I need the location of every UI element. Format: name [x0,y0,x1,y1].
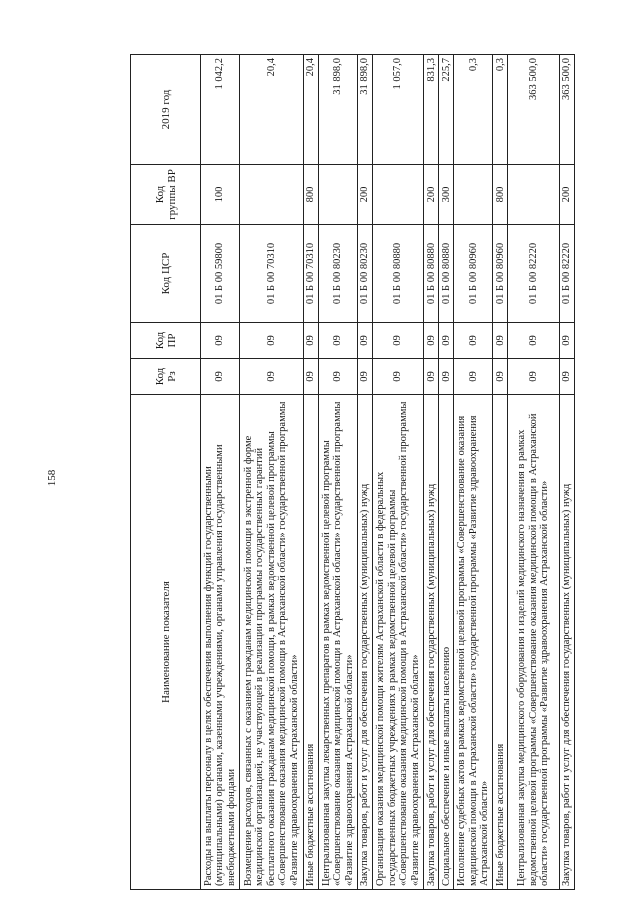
header-csr: Код ЦСР [131,225,201,323]
cell-pr: 09 [372,323,423,359]
cell-pr: 09 [424,323,439,359]
cell-vr: 800 [493,165,508,225]
cell-sum: 0,3 [493,55,508,165]
cell-vr [454,165,493,225]
cell-sum: 20,4 [303,55,318,165]
table-row [508,55,559,890]
cell-sum: 20,4 [240,55,304,165]
cell-csr: 01 Б 00 80960 [493,225,508,323]
cell-csr: 01 Б 00 82220 [508,225,559,323]
cell-name: Иные бюджетные ассигнования [303,395,318,890]
cell-pr: 09 [318,323,357,359]
table-row [454,55,493,890]
header-rz: Код Рз [131,359,201,395]
cell-csr: 01 Б 00 80230 [318,225,357,323]
cell-csr: 01 Б 00 70310 [303,225,318,323]
cell-csr: 01 Б 00 80230 [357,225,372,323]
cell-rz: 09 [508,359,559,395]
cell-rz: 09 [454,359,493,395]
cell-csr: 01 Б 00 80880 [372,225,423,323]
cell-rz: 09 [372,359,423,395]
cell-name: Возмещение расходов, связанных с оказанием гражданам медицинской помощи в экстренной форме медицинской организацией, не участвующей в реализации программы государственных гарантий бесплатного оказания гражданам медицинской помощи, в рамках ведомственной целевой программы «Совершенствование оказания медицинской помощи в Астраханской области» государственной программы «Развитие здравоохранения Астраханской области» [240,395,304,890]
cell-name: Закупка товаров, работ и услуг для обеспечения государственных (муниципальных) нужд [559,395,574,890]
cell-name: Закупка товаров, работ и услуг для обеспечения государственных (муниципальных) нужд [357,395,372,890]
cell-sum: 31 898,0 [357,55,372,165]
cell-name: Исполнение судебных актов в рамках ведомственной целевой программы «Совершенствование оказания медицинской помощи в Астраханской области» государственной программы «Развитие здравоохранения Астраханской области» [454,395,493,890]
cell-rz: 09 [357,359,372,395]
cell-csr: 01 Б 00 80880 [424,225,439,323]
cell-rz: 09 [493,359,508,395]
cell-rz: 09 [318,359,357,395]
cell-vr [240,165,304,225]
cell-csr: 01 Б 00 80960 [454,225,493,323]
table-row [303,55,318,890]
table-row [357,55,372,890]
cell-csr: 01 Б 00 59800 [201,225,240,323]
cell-sum: 0,3 [454,55,493,165]
cell-name: Централизованная закупка медицинского оборудования и изделий медицинского назначения в рамках ведомственной целевой программы «Совершенствование оказания медицинской помощи в Астраханской области» государственной программы «Развитие здравоохранения Астраханской области» [508,395,559,890]
cell-pr: 09 [493,323,508,359]
cell-name: Расходы на выплаты персоналу в целях обеспечения выполнения функций государственными (муниципальными) органами, казенными учреждениями, органами управления государственными внебюджетными фондами [201,395,240,890]
table-row [318,55,357,890]
cell-name: Иные бюджетные ассигнования [493,395,508,890]
cell-rz: 09 [303,359,318,395]
cell-vr: 800 [303,165,318,225]
cell-sum: 363 500,0 [508,55,559,165]
cell-rz: 09 [240,359,304,395]
cell-csr: 01 Б 00 80880 [439,225,454,323]
cell-pr: 09 [303,323,318,359]
table-row [424,55,439,890]
table-row [372,55,423,890]
table-row [240,55,304,890]
cell-name: Централизованная закупка лекарственных препаратов в рамках ведомственной целевой программы «Совершенствование оказания медицинской помощи в Астраханской области» государственной программы «Развитие здравоохранения Астраханской области» [318,395,357,890]
cell-vr [508,165,559,225]
table-body [201,55,575,890]
rotated-table-wrapper [130,55,575,890]
cell-vr: 100 [201,165,240,225]
cell-vr [318,165,357,225]
cell-vr: 300 [439,165,454,225]
cell-pr: 09 [201,323,240,359]
cell-sum: 831,3 [424,55,439,165]
table-row [559,55,574,890]
cell-sum: 1 042,2 [201,55,240,165]
cell-csr: 01 Б 00 82220 [559,225,574,323]
header-sum: 2019 год [131,55,201,165]
cell-pr: 09 [357,323,372,359]
cell-pr: 09 [240,323,304,359]
cell-rz: 09 [439,359,454,395]
table-row [493,55,508,890]
cell-pr: 09 [439,323,454,359]
header-name: Наименование показателя [131,395,201,890]
cell-rz: 09 [559,359,574,395]
cell-rz: 09 [201,359,240,395]
cell-pr: 09 [508,323,559,359]
cell-pr: 09 [559,323,574,359]
cell-vr: 200 [424,165,439,225]
table-header-row [131,55,201,890]
header-pr: Код ПР [131,323,201,359]
cell-pr: 09 [454,323,493,359]
budget-table [130,54,575,890]
cell-sum: 225,7 [439,55,454,165]
cell-sum: 31 898,0 [318,55,357,165]
cell-vr: 200 [559,165,574,225]
cell-vr [372,165,423,225]
cell-name: Закупка товаров, работ и услуг для обеспечения государственных (муниципальных) нужд [424,395,439,890]
cell-name: Организация оказания медицинской помощи жителям Астраханской области в федеральных государственных бюджетных учреждениях в рамках ведомственной целевой программы «Совершенствование оказания медицинской помощи в Астраханской области» государственной программы «Развитие здравоохранения Астраханской области» [372,395,423,890]
cell-name: Социальное обеспечение и иные выплаты населению [439,395,454,890]
table-row [439,55,454,890]
table-row [201,55,240,890]
header-vr: Код группы ВР [131,165,201,225]
cell-sum: 1 057,0 [372,55,423,165]
cell-vr: 200 [357,165,372,225]
cell-rz: 09 [424,359,439,395]
page-number: 158 [46,469,58,487]
cell-csr: 01 Б 00 70310 [240,225,304,323]
cell-sum: 363 500,0 [559,55,574,165]
